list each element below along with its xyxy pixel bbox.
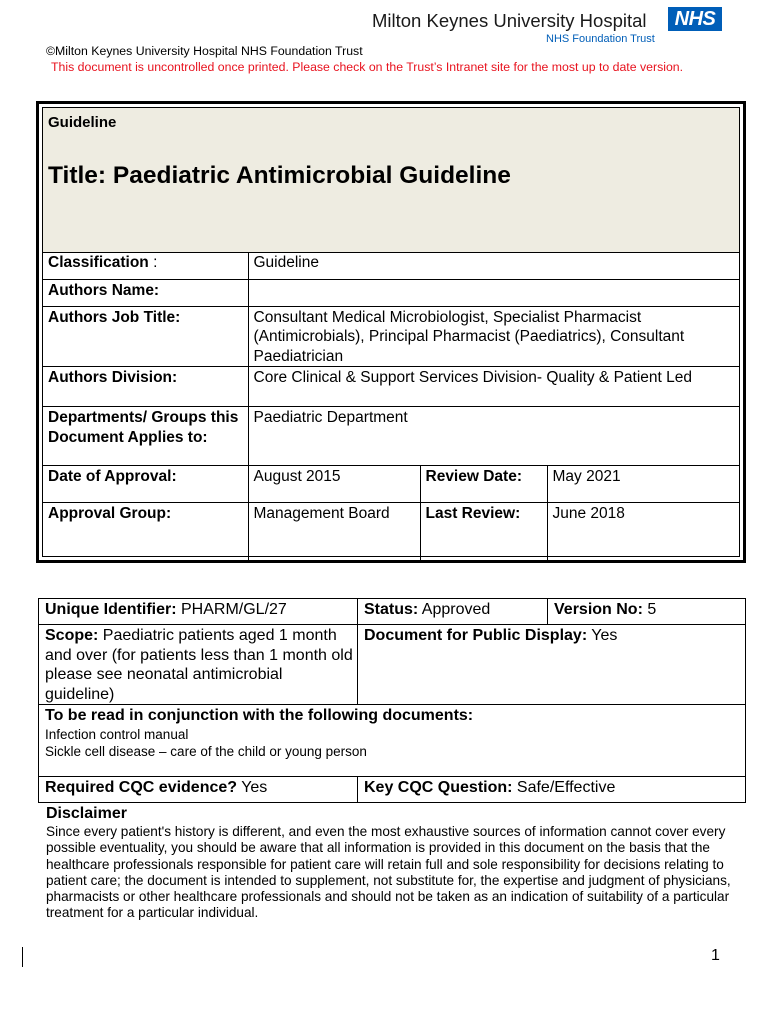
classification-colon: : bbox=[148, 254, 158, 271]
document-control-inner bbox=[42, 107, 740, 557]
scope-label: Scope: bbox=[45, 627, 99, 644]
document-info-table bbox=[38, 598, 746, 803]
public-display-cell bbox=[358, 625, 746, 705]
table-row bbox=[43, 367, 739, 407]
date-of-approval-value: August 2015 bbox=[248, 466, 420, 503]
authors-name-label: Authors Name: bbox=[43, 279, 248, 306]
table-row bbox=[43, 466, 739, 503]
unique-identifier-cell bbox=[39, 599, 358, 625]
cqc-evidence-cell bbox=[39, 777, 358, 803]
review-date-label: Review Date: bbox=[420, 466, 547, 503]
review-date-value: May 2021 bbox=[547, 466, 739, 503]
table-row bbox=[43, 252, 739, 279]
conjunction-cell bbox=[39, 705, 746, 777]
page-number: 1 bbox=[711, 947, 720, 964]
unique-identifier-label: Unique Identifier: bbox=[45, 601, 177, 618]
key-cqc-cell bbox=[358, 777, 746, 803]
status-value: Approved bbox=[418, 601, 491, 618]
table-row bbox=[39, 625, 746, 705]
disclaimer-title: Disclaimer bbox=[46, 805, 127, 822]
document-title: Title: Paediatric Antimicrobial Guideline bbox=[48, 162, 511, 189]
version-cell bbox=[548, 599, 746, 625]
approval-group-value: Management Board bbox=[248, 503, 420, 561]
table-row bbox=[39, 599, 746, 625]
margin-marker bbox=[22, 947, 23, 967]
authors-division-value: Core Clinical & Support Services Division- Quality & Patient Led bbox=[248, 367, 739, 407]
scope-value: Paediatric patients aged 1 month and over (for patients less than 1 month old please see neonatal antimicrobial guideline) bbox=[45, 627, 353, 703]
version-label: Version No: bbox=[554, 601, 643, 618]
status-label: Status: bbox=[364, 601, 419, 618]
last-review-label: Last Review: bbox=[420, 503, 547, 561]
conjunction-label: To be read in conjunction with the following documents: bbox=[45, 707, 474, 724]
foundation-trust-label: NHS Foundation Trust bbox=[546, 33, 655, 45]
public-display-value: Yes bbox=[587, 627, 618, 644]
authors-name-value bbox=[248, 279, 739, 306]
classification-label: Classification bbox=[48, 254, 149, 271]
table-row bbox=[39, 705, 746, 777]
status-cell bbox=[358, 599, 548, 625]
approval-group-label: Approval Group: bbox=[43, 503, 248, 561]
departments-value: Paediatric Department bbox=[248, 407, 739, 466]
hospital-name: Milton Keynes University Hospital bbox=[372, 10, 647, 31]
table-row bbox=[43, 306, 739, 367]
related-document-link[interactable]: Sickle cell disease – care of the child or young person bbox=[45, 743, 367, 759]
table-row bbox=[43, 407, 739, 466]
document-control-box bbox=[36, 101, 746, 563]
table-row bbox=[43, 279, 739, 306]
cqc-evidence-label: Required CQC evidence? bbox=[45, 779, 238, 796]
title-area bbox=[43, 108, 739, 253]
table-row bbox=[39, 777, 746, 803]
classification-value: Guideline bbox=[248, 252, 739, 279]
nhs-logo: NHS bbox=[668, 7, 722, 31]
public-display-label: Document for Public Display: bbox=[364, 627, 588, 644]
date-of-approval-label: Date of Approval: bbox=[43, 466, 248, 503]
key-cqc-label: Key CQC Question: bbox=[364, 779, 513, 796]
table-row bbox=[43, 503, 739, 561]
authors-division-label: Authors Division: bbox=[43, 367, 248, 407]
unique-identifier-value: PHARM/GL/27 bbox=[176, 601, 287, 618]
scope-cell bbox=[39, 625, 358, 705]
version-value: 5 bbox=[642, 601, 657, 618]
classification-label-cell bbox=[43, 252, 248, 279]
departments-label: Departments/ Groups this Document Applies to: bbox=[43, 407, 248, 466]
key-cqc-value: Safe/Effective bbox=[512, 779, 616, 796]
cqc-evidence-value: Yes bbox=[237, 779, 268, 796]
disclaimer-text: Since every patient's history is different, and even the most exhaustive sources of information cannot cover every possible eventuality, you should be aware that all information is provided in this document on the basis that the healthcare professionals responsible for patient care will retain full and sole responsibility for decisions relating to patient care; the document is intended to supplement, not substitute for, the expertise and judgment of physicians, pharmacists or other healthcare professionals and should not be taken as an indication of suitability of a particular treatment for a particular individual. bbox=[46, 824, 731, 921]
copyright-notice: ©Milton Keynes University Hospital NHS Foundation Trust bbox=[46, 44, 363, 58]
document-type-label: Guideline bbox=[48, 114, 117, 131]
uncontrolled-notice: This document is uncontrolled once printed. Please check on the Trust’s Intranet site for the most up to date version. bbox=[51, 60, 684, 74]
authors-job-title-label: Authors Job Title: bbox=[43, 306, 248, 367]
metadata-table bbox=[43, 252, 739, 561]
authors-job-title-value: Consultant Medical Microbiologist, Specialist Pharmacist (Antimicrobials), Principal Pharmacist (Paediatrics), Consultant Paediatrician bbox=[248, 306, 739, 367]
related-document-link[interactable]: Infection control manual bbox=[45, 726, 189, 742]
last-review-value: June 2018 bbox=[547, 503, 739, 561]
